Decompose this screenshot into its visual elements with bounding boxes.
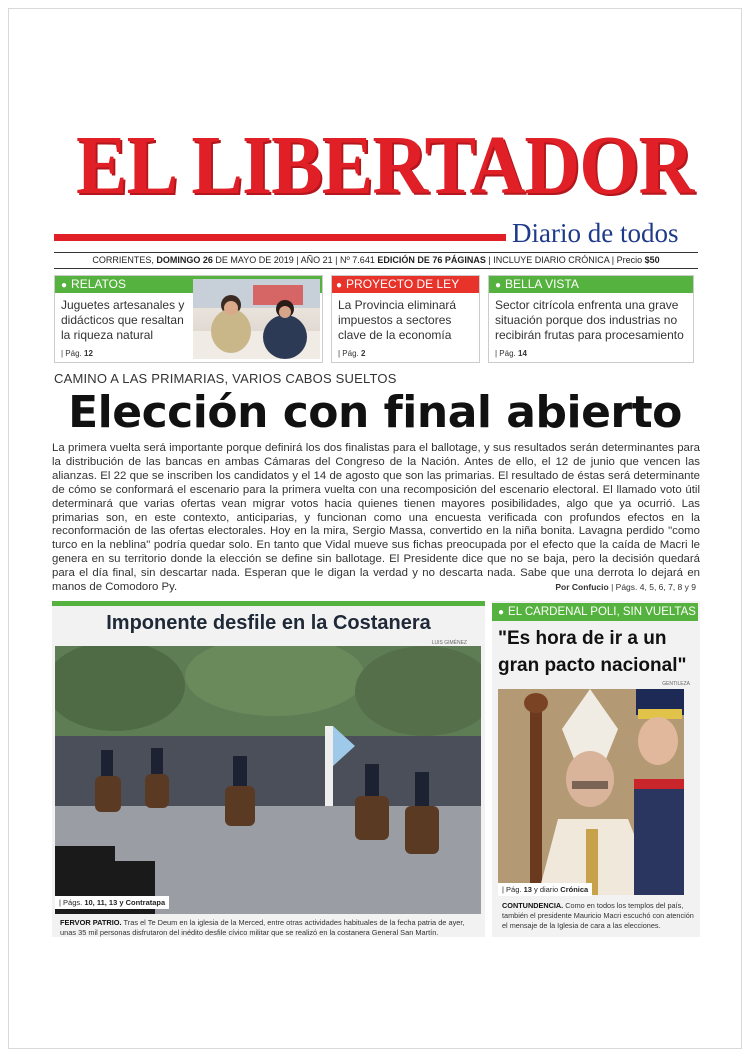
teaser-section-header	[332, 276, 479, 293]
parade-headline[interactable]: Imponente desfile en la Costanera	[106, 612, 431, 634]
teaser-photo	[193, 279, 320, 359]
teaser-text: Juguetes artesanales y didácticos que resaltan la riqueza natural	[61, 298, 185, 342]
main-story-byline	[555, 582, 696, 592]
parade-photo-credit: LUIS GIMÉNEZ	[431, 640, 467, 646]
byline-pages: | Págs. 4, 5, 6, 7, 8 y 9	[611, 582, 696, 592]
teaser-page-ref	[495, 349, 527, 358]
dateline-city: CORRIENTES,	[92, 255, 154, 265]
parade-photo	[55, 646, 481, 914]
parade-story[interactable]	[52, 601, 485, 937]
teaser-page-number: 2	[361, 349, 366, 358]
bullet-icon: ●	[498, 607, 505, 618]
masthead	[50, 118, 700, 214]
cardinal-headline[interactable]: "Es hora de ir a un gran pacto nacional"	[498, 628, 687, 676]
parade-caption-lead: FERVOR PATRIO.	[60, 918, 122, 927]
bullet-icon: ●	[336, 280, 343, 291]
teaser-page-label: | Pág.	[495, 349, 516, 358]
teaser-bella-vista[interactable]	[488, 275, 694, 363]
dateline-number: Nº 7.641	[340, 255, 375, 265]
dateline	[54, 252, 698, 269]
newspaper-title: EL LIBERTADOR	[76, 119, 694, 212]
cardinal-photo	[498, 689, 684, 895]
teaser-proyecto-de-ley[interactable]	[331, 275, 480, 363]
cardinal-caption-lead: CONTUNDENCIA.	[502, 901, 564, 910]
teaser-page-label: | Pág.	[61, 349, 82, 358]
cavalry-parade-photo-icon	[55, 646, 481, 914]
teaser-page-ref	[61, 349, 93, 358]
teaser-relatos[interactable]	[54, 275, 323, 363]
cardinal-caption-text: Como en todos los templos del país, también el presidente Mauricio Macri escuchó con atención el mensaje de la Iglesia de cara a las elecciones.	[502, 901, 694, 930]
dateline-month-year: DE MAYO DE 2019	[215, 255, 294, 265]
cardinal-section-header	[492, 603, 698, 621]
parade-caption	[60, 918, 480, 938]
bullet-icon: ●	[61, 280, 68, 291]
parade-pages: 10, 11, 13 y Contratapa	[84, 898, 166, 907]
parade-pages-prefix: | Págs.	[59, 898, 83, 907]
teaser-page-number: 12	[84, 349, 93, 358]
parade-caption-text: Tras el Te Deum en la iglesia de la Merced, entre otras actividades habituales de la fecha patria de ayer, unas 35 mil personas disfrutaron del inédito desfile cívico militar que se realizó en la costanera General San Martín.	[60, 918, 465, 937]
cardinal-pages-paper: Crónica	[560, 885, 589, 894]
teaser-page-number: 14	[518, 349, 527, 358]
byline-author: Por Confucio	[555, 582, 609, 592]
main-story-kicker: CAMINO A LAS PRIMARIAS, VARIOS CABOS SUELTOS	[54, 371, 397, 386]
cardinal-pages-suffix: y diario	[534, 885, 559, 894]
dateline-includes: | INCLUYE DIARIO CRÓNICA | Precio	[488, 255, 643, 265]
main-story-lead: La primera vuelta será importante porque definirá los dos finalistas para el ballotage, y sus resultados serán determinantes para la distribución de las bancas en ambas Cámaras del Congreso de la Nación. Antes de ello, el 12 de junio que vencen las alianzas. El 22 que se inscriben los candidatos y el 14 de agosto que son las primarias. El resultado de éstas será determinante de cómo se conformará el escenario para la primera vuelta con una recomposición del escenario electoral. El llamado voto útil determinará que varias ofertas vean migrar votos hacia quienes tienen mayores posibilidades, algo que ya ocurrió. Las primarias son, en este contexto, anticiparias, y funcionan como una encuesta verificada con profundos efectos en la reconformación de las ofertas electorales. Hoy en la mira, Sergio Massa, convertido en la niña bonita. Lavagna perdido "como turco en la neblina" podría quedar solo. En tanto que Vidal mueve sus fichas preocupada por el efecto que la caída de Macri le genera en su territorio donde la elección se define sin ballotage. El Presidente dice que no se baja, pero la decisión quedará para el día final, sin descartar nada. Esperan que le digan la verdad y no descarta nada. Sabe que una derrota lo dejará en manos de Comodoro Py.	[52, 442, 700, 594]
cardinal-photo-credit: GENTILEZA	[662, 681, 690, 687]
cardinal-story[interactable]	[492, 601, 700, 937]
dateline-price: $50	[644, 255, 660, 265]
teaser-section-label: BELLA VISTA	[505, 277, 579, 291]
teaser-section-header	[489, 276, 693, 293]
masthead-red-bar	[54, 234, 506, 241]
teaser-page-label: | Pág.	[338, 349, 359, 358]
cardinal-pages-prefix: | Pág.	[502, 885, 522, 894]
teaser-text: Sector citrícola enfrenta una grave situación porque dos industrias no recibirán frutas para procesamiento	[495, 298, 684, 342]
two-women-photo-icon	[193, 279, 320, 359]
dateline-edition: EDICIÓN DE 76 PÁGINAS	[377, 255, 486, 265]
dateline-day: DOMINGO 26	[156, 255, 213, 265]
newspaper-subtitle: Diario de todos	[512, 218, 679, 248]
cardinal-caption	[502, 901, 698, 930]
cardinal-page-ref	[498, 883, 592, 896]
teaser-section-label: PROYECTO DE LEY	[346, 277, 460, 291]
dateline-year: | AÑO 21 |	[296, 255, 338, 265]
teaser-section-label: RELATOS	[71, 277, 126, 291]
teaser-text: La Provincia eliminará impuestos a sectores clave de la economía	[338, 298, 457, 342]
cardinal-with-crozier-photo-icon	[498, 689, 684, 895]
teaser-page-ref	[338, 349, 365, 358]
cardinal-section-label: EL CARDENAL POLI, SIN VUELTAS	[508, 606, 696, 618]
parade-page-ref	[55, 896, 169, 909]
main-headline[interactable]: Elección con final abierto	[68, 387, 682, 438]
cardinal-pages: 13	[523, 885, 532, 894]
bullet-icon: ●	[495, 280, 502, 291]
